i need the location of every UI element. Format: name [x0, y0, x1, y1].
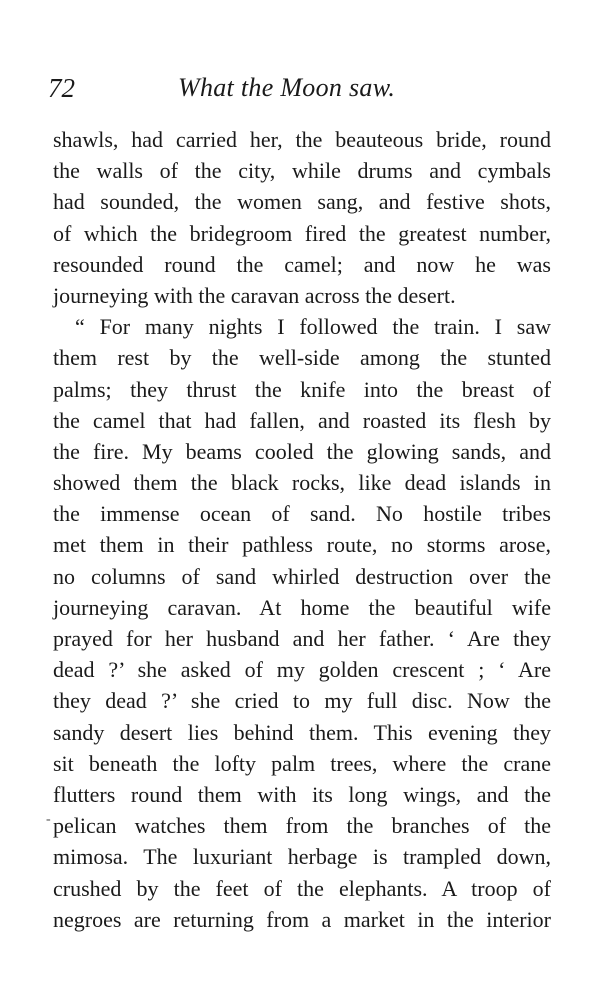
running-head: [48, 70, 548, 106]
text-line: flutters round them with its long wings, and the: [53, 781, 551, 807]
text-line: “ For many nights I followed the train. I saw: [75, 314, 551, 340]
text-line: met them in their pathless route, no storms arose,: [53, 532, 551, 558]
text-line: the fire. My beams cooled the glowing sands, and: [53, 438, 551, 464]
text-line: of which the bridegroom fired the greatest number,: [53, 220, 551, 246]
text-line: the camel that had fallen, and roasted its flesh by: [53, 407, 551, 433]
text-line: shawls, had carried her, the beauteous bride, round: [53, 127, 551, 152]
text-line: they dead ?’ she cried to my full disc. Now the: [53, 688, 551, 714]
text-line: the walls of the city, while drums and cymbals: [53, 158, 551, 184]
running-title: What the Moon saw.: [178, 73, 396, 102]
text-line: dead ?’ she asked of my golden crescent ; ‘ Are: [53, 657, 551, 683]
text-line: no columns of sand whirled destruction over the: [53, 563, 551, 589]
text-line: journeying with the caravan across the desert.: [53, 282, 456, 308]
text-line: journeying caravan. At home the beautiful wife: [53, 594, 551, 620]
text-line: mimosa. The luxuriant herbage is trampled down,: [53, 844, 551, 870]
margin-mark: -: [46, 812, 51, 827]
text-line: crushed by the feet of the elephants. A troop of: [53, 875, 551, 901]
text-line: had sounded, the women sang, and festive shots,: [53, 189, 551, 215]
body-text: [53, 124, 551, 935]
text-line: prayed for her husband and her father. ‘ Are they: [53, 626, 551, 651]
text-line: pelican watches them from the branches of the: [53, 813, 551, 839]
text-line: resounded round the camel; and now he was: [53, 251, 551, 277]
text-line: them rest by the well-side among the stunted: [53, 345, 551, 371]
page-number: 72: [48, 73, 75, 103]
text-line: sit beneath the lofty palm trees, where the crane: [53, 750, 551, 776]
text-line: palms; they thrust the knife into the breast of: [53, 376, 551, 402]
text-line: showed them the black rocks, like dead islands in: [53, 470, 551, 496]
text-line: the immense ocean of sand. No hostile tribes: [53, 501, 551, 527]
text-line: negroes are returning from a market in the interior: [53, 906, 551, 932]
text-line: sandy desert lies behind them. This evening they: [53, 719, 551, 745]
